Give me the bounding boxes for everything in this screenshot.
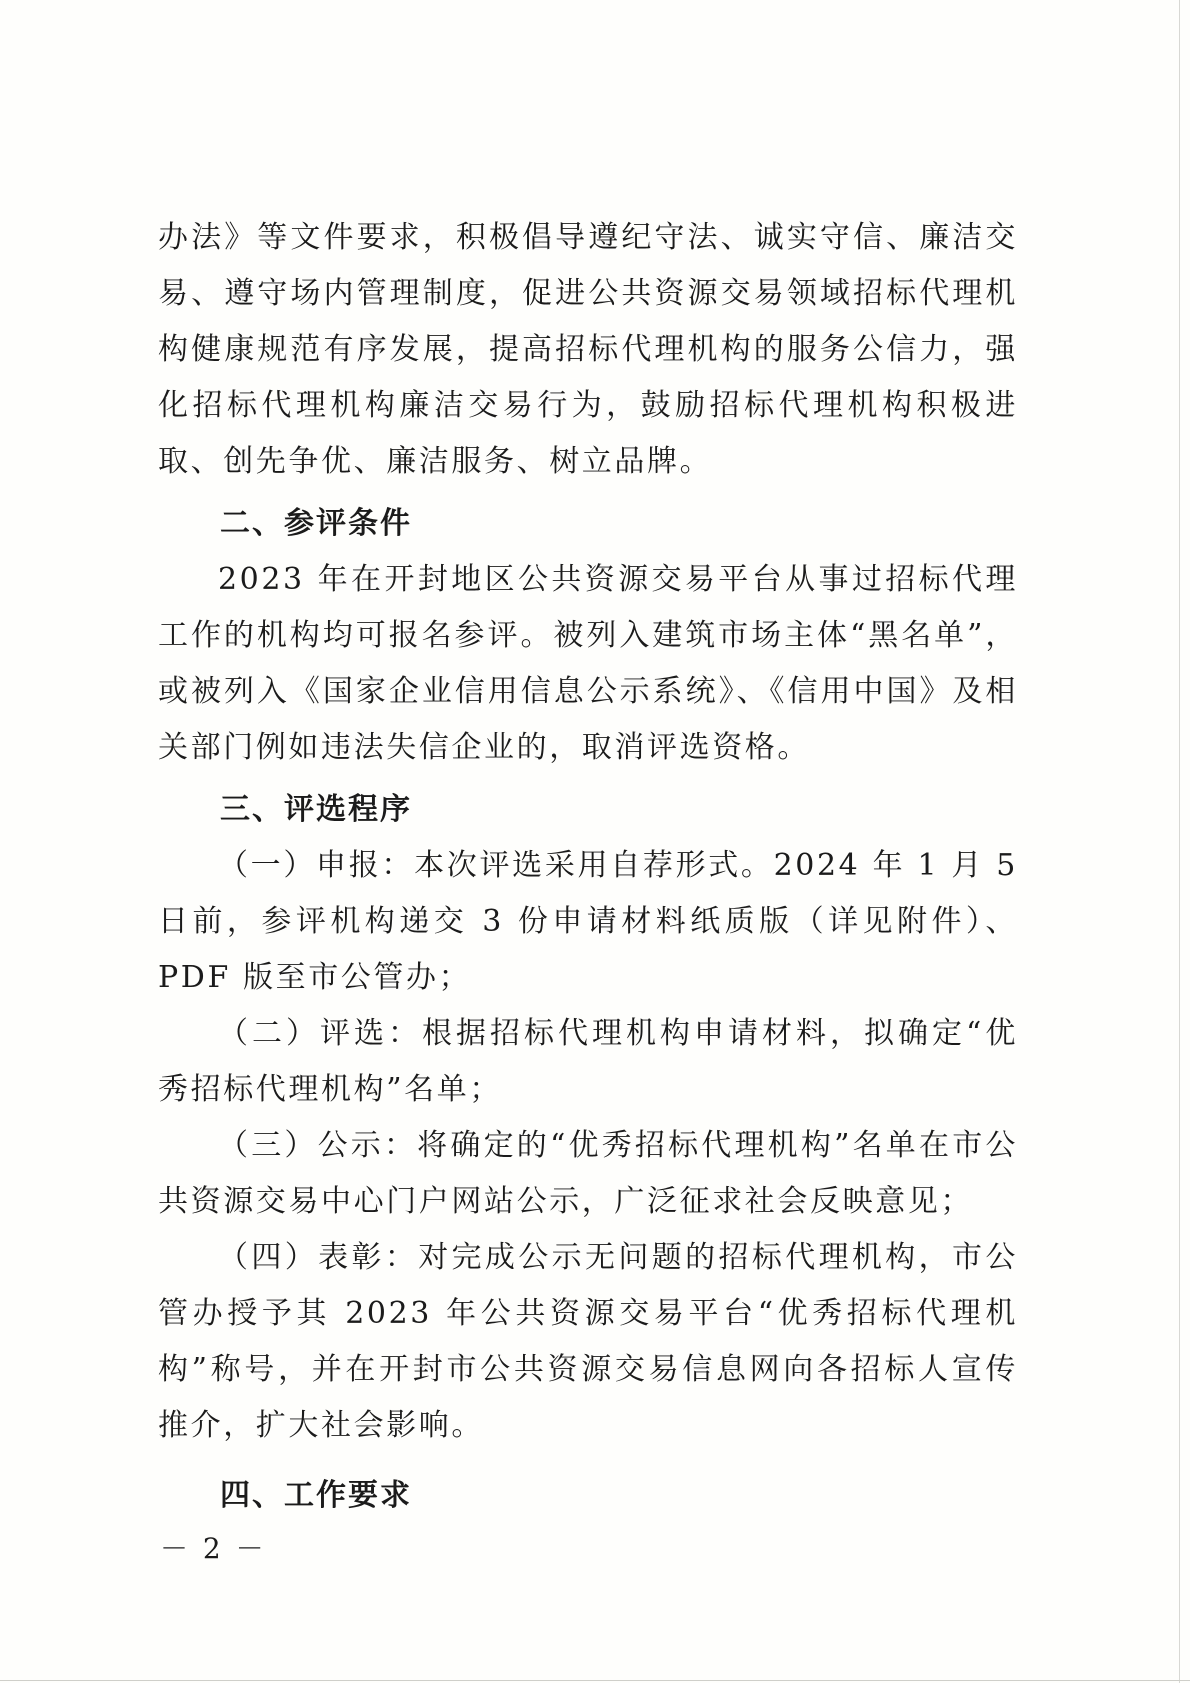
page-number: － 2 － bbox=[160, 1532, 267, 1565]
section-heading-conditions: 二、参评条件 bbox=[220, 506, 412, 541]
section-heading-procedure: 三、评选程序 bbox=[220, 792, 412, 827]
paragraph-purpose: 办法》等文件要求，积极倡导遵纪守法、诚实守信、廉洁交易、遵守场内管理制度，促进公共资源交易领域招标代理机构健康规范有序发展，提高招标代理机构的服务公信力，强化招标代理机构廉洁交易行为，鼓励招标代理机构积极进取、创先争优、廉洁服务、树立品牌。 bbox=[158, 220, 1018, 479]
paragraph-publicity: （三）公示：将确定的“优秀招标代理机构”名单在市公共资源交易中心门户网站公示，广泛征求社会反映意见； bbox=[158, 1128, 1018, 1219]
page-edge-right bbox=[1179, 0, 1180, 1683]
paragraph-conditions: 2023 年在开封地区公共资源交易平台从事过招标代理工作的机构均可报名参评。被列入建筑市场主体“黑名单”，或被列入《国家企业信用信息公示系统》、《信用中国》及相关部门例如违法失信企业的，取消评选资格。 bbox=[158, 562, 1018, 765]
section-heading-requirements: 四、工作要求 bbox=[220, 1478, 412, 1513]
document-body bbox=[158, 210, 1018, 1524]
paragraph-application: （一）申报：本次评选采用自荐形式。2024 年 1 月 5 日前，参评机构递交 3 份申请材料纸质版（详见附件）、PDF 版至市公管办； bbox=[158, 848, 1018, 995]
page-edge-bottom bbox=[0, 1680, 1190, 1681]
paragraph-commendation: （四）表彰：对完成公示无问题的招标代理机构，市公管办授予其 2023 年公共资源交易平台“优秀招标代理机构”称号，并在开封市公共资源交易信息网向各招标人宣传推介，扩大社会影响。 bbox=[158, 1240, 1018, 1443]
paragraph-selection: （二）评选：根据招标代理机构申请材料，拟确定“优秀招标代理机构”名单； bbox=[158, 1016, 1018, 1107]
